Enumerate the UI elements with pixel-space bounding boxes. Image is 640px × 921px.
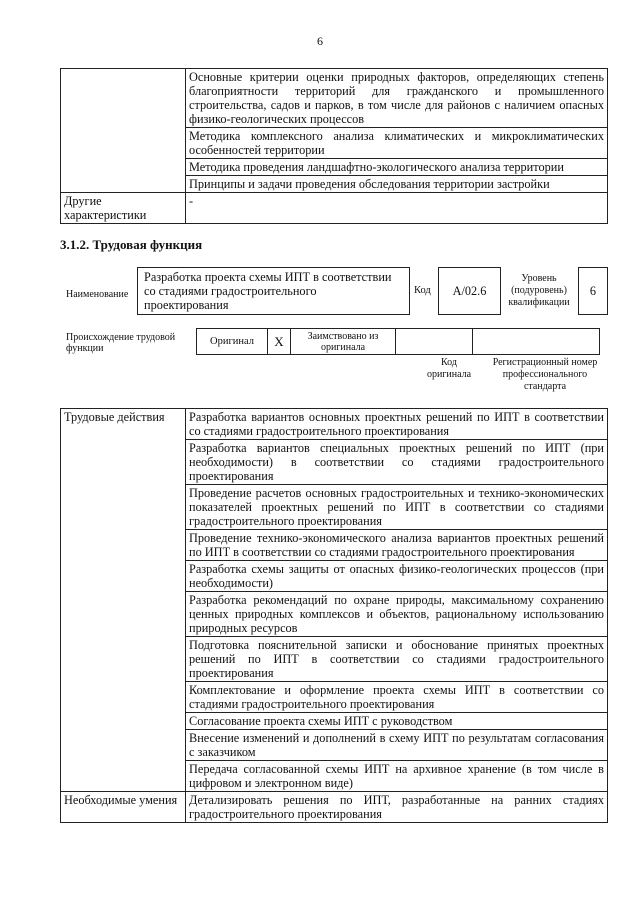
labor-action: Проведение технико-экономического анализа вариантов проектных решений по ИПТ в соответствии со стадиями градостроительного проектирования: [186, 530, 608, 561]
labor-action: Подготовка пояснительной записки и обоснование принятых проектных решений по ИПТ в соответствии со стадиями градостроительного проектирования: [186, 637, 608, 682]
labor-action: Разработка вариантов специальных проектных решений по ИПТ (при необходимости) в соответствии со стадиями градостроительного проектирования: [186, 440, 608, 485]
table-cell: Методика проведения ландшафтно-экологического анализа территории: [186, 159, 608, 176]
code-label: Код: [414, 285, 431, 296]
code-original-cell: [396, 329, 473, 355]
origin-table: [196, 328, 600, 355]
top-requirements-table: [60, 68, 608, 224]
other-characteristics-value: -: [186, 193, 608, 224]
required-skill: Детализировать решения по ИПТ, разработанные на ранних стадиях градостроительного проектирования: [186, 792, 608, 823]
table-row: [61, 193, 608, 224]
labor-actions-label: Трудовые действия: [61, 409, 186, 792]
section-title: 3.1.2. Трудовая функция: [60, 237, 203, 252]
table-row: [61, 409, 608, 440]
function-name-box: Разработка проекта схемы ИПТ в соответствии со стадиями градостроительного проектирования: [137, 267, 410, 315]
labor-action: Внесение изменений и дополнений в схему ИПТ по результатам согласования с заказчиком: [186, 730, 608, 761]
borrowed-label: Заимствовано из оригинала: [291, 329, 396, 355]
table-row: [61, 792, 608, 823]
required-skills-label: Необходимые умения: [61, 792, 186, 823]
name-label: Наименование: [66, 289, 129, 300]
origin-label: Происхождение трудовой функции: [66, 332, 176, 354]
original-mark: X: [268, 329, 291, 355]
qualification-level-label: Уровень (подуровень) квалификации: [508, 273, 570, 308]
qualification-level-box: 6: [578, 267, 608, 315]
labor-action: Комплектование и оформление проекта схемы ИПТ в соответствии со стадиями градостроительного проектирования: [186, 682, 608, 713]
empty-label-cell: [61, 69, 186, 193]
original-label: Оригинал: [197, 329, 268, 355]
labor-function-table: [60, 408, 608, 823]
table-cell: Методика комплексного анализа климатических и микроклиматических особенностей территории: [186, 128, 608, 159]
table-cell: Основные критерии оценки природных факторов, определяющих степень благоприятности территорий для гражданского и промышленного строительства, садов и парков, в том числе для районов с наличием опасных физико-геологических процессов: [186, 69, 608, 128]
table-row: [61, 69, 608, 128]
labor-action: Разработка рекомендаций по охране природы, максимальному сохранению ценных природных комплексов и объектов, рациональному использованию природных ресурсов: [186, 592, 608, 637]
page-number: 6: [317, 34, 323, 48]
reg-number-caption: Регистрационный номер профессионального стандарта: [492, 357, 598, 392]
labor-action: Разработка схемы защиты от опасных физико-геологических процессов (при необходимости): [186, 561, 608, 592]
function-code-box: А/02.6: [438, 267, 501, 315]
labor-action: Согласование проекта схемы ИПТ с руководством: [186, 713, 608, 730]
reg-number-cell: [473, 329, 600, 355]
code-original-caption: Код оригинала: [426, 357, 472, 380]
table-row: [197, 329, 600, 355]
labor-action: Проведение расчетов основных градостроительных и технико-экономических показателей проектных решений по ИПТ в соответствии со стадиями градостроительного проектирования: [186, 485, 608, 530]
labor-action: Передача согласованной схемы ИПТ на архивное хранение (в том числе в цифровом и электронном виде): [186, 761, 608, 792]
other-characteristics-label: Другие характеристики: [61, 193, 186, 224]
table-cell: Принципы и задачи проведения обследования территории застройки: [186, 176, 608, 193]
labor-action: Разработка вариантов основных проектных решений по ИПТ в соответствии со стадиями градостроительного проектирования: [186, 409, 608, 440]
